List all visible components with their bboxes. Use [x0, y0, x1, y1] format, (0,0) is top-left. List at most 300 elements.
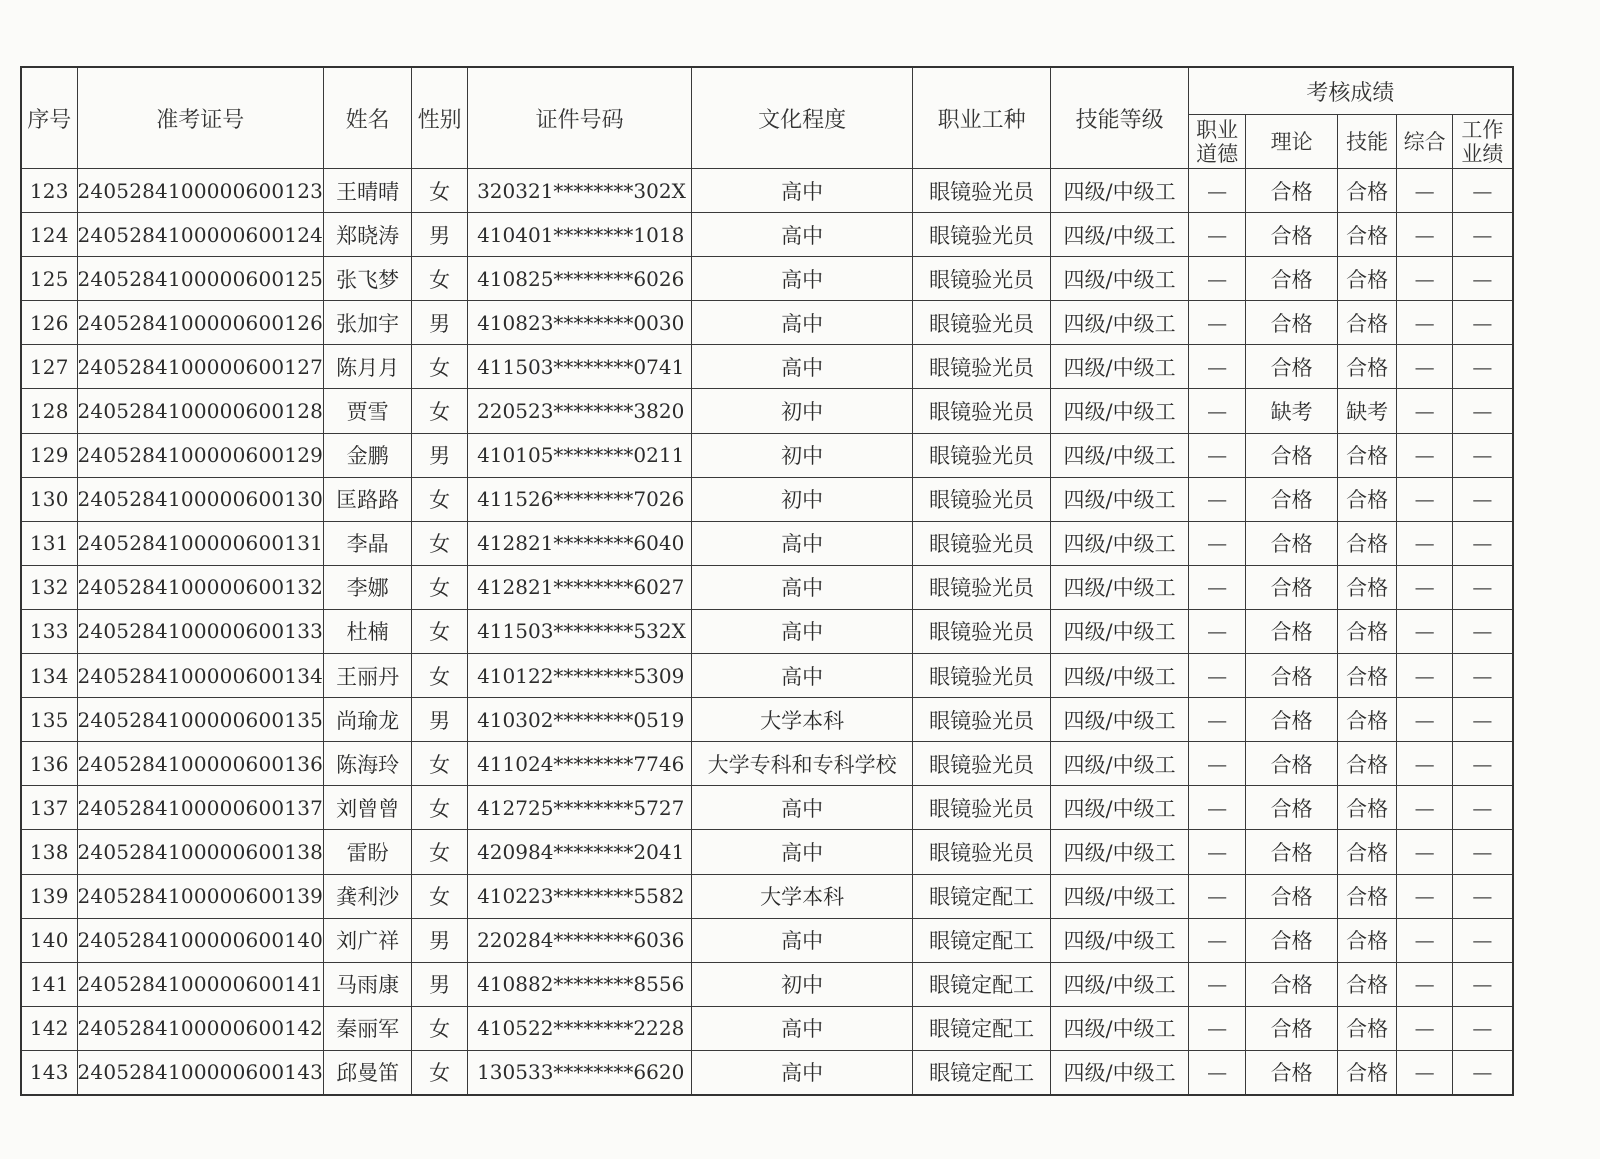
- cell-ethics: —: [1189, 654, 1246, 698]
- cell-gender: 女: [412, 830, 468, 874]
- header-seq: 序号: [21, 67, 77, 169]
- cell-work: —: [1453, 433, 1513, 477]
- cell-id-no: 411503********0741: [468, 345, 692, 389]
- cell-skill: 合格: [1338, 742, 1397, 786]
- cell-exam-no: 2405284100000600123: [77, 169, 324, 213]
- cell-seq: 130: [21, 477, 77, 521]
- cell-ethics: —: [1189, 742, 1246, 786]
- cell-comprehensive: —: [1397, 1050, 1453, 1095]
- cell-gender: 女: [412, 389, 468, 433]
- cell-exam-no: 2405284100000600124: [77, 213, 324, 257]
- header-comprehensive: 综合: [1397, 115, 1453, 169]
- cell-skill-level: 四级/中级工: [1051, 301, 1189, 345]
- cell-ethics: —: [1189, 962, 1246, 1006]
- cell-skill: 合格: [1338, 213, 1397, 257]
- table-row: [21, 918, 1513, 962]
- cell-ethics: —: [1189, 345, 1246, 389]
- cell-theory: 合格: [1246, 874, 1338, 918]
- cell-ethics: —: [1189, 1050, 1246, 1095]
- cell-name: 张加宇: [324, 301, 412, 345]
- cell-education: 高中: [692, 918, 913, 962]
- cell-occupation: 眼镜验光员: [913, 345, 1051, 389]
- cell-gender: 女: [412, 1050, 468, 1095]
- cell-work: —: [1453, 654, 1513, 698]
- cell-skill-level: 四级/中级工: [1051, 565, 1189, 609]
- cell-id-no: 410223********5582: [468, 874, 692, 918]
- cell-skill: 合格: [1338, 301, 1397, 345]
- cell-gender: 女: [412, 654, 468, 698]
- cell-occupation: 眼镜定配工: [913, 962, 1051, 1006]
- cell-skill: 合格: [1338, 1050, 1397, 1095]
- table-row: [21, 830, 1513, 874]
- cell-skill: 合格: [1338, 345, 1397, 389]
- cell-work: —: [1453, 477, 1513, 521]
- cell-skill-level: 四级/中级工: [1051, 786, 1189, 830]
- cell-education: 高中: [692, 1006, 913, 1050]
- cell-exam-no: 2405284100000600137: [77, 786, 324, 830]
- cell-skill: 合格: [1338, 654, 1397, 698]
- cell-work: —: [1453, 565, 1513, 609]
- table-row: [21, 698, 1513, 742]
- cell-exam-no: 2405284100000600141: [77, 962, 324, 1006]
- table-header: [21, 67, 1513, 169]
- cell-ethics: —: [1189, 565, 1246, 609]
- cell-id-no: 411526********7026: [468, 477, 692, 521]
- cell-seq: 142: [21, 1006, 77, 1050]
- cell-seq: 133: [21, 609, 77, 653]
- header-theory: 理论: [1246, 115, 1338, 169]
- table-row: [21, 654, 1513, 698]
- cell-gender: 女: [412, 609, 468, 653]
- cell-skill: 合格: [1338, 874, 1397, 918]
- cell-skill-level: 四级/中级工: [1051, 654, 1189, 698]
- cell-skill-level: 四级/中级工: [1051, 477, 1189, 521]
- cell-comprehensive: —: [1397, 169, 1453, 213]
- cell-ethics: —: [1189, 918, 1246, 962]
- table-row: [21, 742, 1513, 786]
- cell-work: —: [1453, 1006, 1513, 1050]
- cell-comprehensive: —: [1397, 654, 1453, 698]
- cell-seq: 139: [21, 874, 77, 918]
- cell-work: —: [1453, 521, 1513, 565]
- cell-ethics: —: [1189, 389, 1246, 433]
- cell-comprehensive: —: [1397, 698, 1453, 742]
- cell-skill: 合格: [1338, 830, 1397, 874]
- cell-exam-no: 2405284100000600129: [77, 433, 324, 477]
- cell-skill-level: 四级/中级工: [1051, 962, 1189, 1006]
- cell-exam-no: 2405284100000600140: [77, 918, 324, 962]
- cell-name: 匡路路: [324, 477, 412, 521]
- cell-education: 大学本科: [692, 874, 913, 918]
- cell-ethics: —: [1189, 477, 1246, 521]
- cell-theory: 合格: [1246, 609, 1338, 653]
- cell-name: 金鹏: [324, 433, 412, 477]
- cell-comprehensive: —: [1397, 257, 1453, 301]
- cell-name: 杜楠: [324, 609, 412, 653]
- cell-skill: 合格: [1338, 918, 1397, 962]
- cell-name: 龚利沙: [324, 874, 412, 918]
- cell-id-no: 410882********8556: [468, 962, 692, 1006]
- cell-seq: 129: [21, 433, 77, 477]
- cell-theory: 合格: [1246, 962, 1338, 1006]
- cell-occupation: 眼镜验光员: [913, 433, 1051, 477]
- cell-name: 郑晓涛: [324, 213, 412, 257]
- cell-education: 初中: [692, 477, 913, 521]
- cell-comprehensive: —: [1397, 918, 1453, 962]
- cell-education: 高中: [692, 654, 913, 698]
- cell-name: 马雨康: [324, 962, 412, 1006]
- cell-occupation: 眼镜验光员: [913, 389, 1051, 433]
- table-row: [21, 301, 1513, 345]
- header-occupation: 职业工种: [913, 67, 1051, 169]
- cell-name: 雷盼: [324, 830, 412, 874]
- cell-gender: 女: [412, 874, 468, 918]
- cell-ethics: —: [1189, 433, 1246, 477]
- header-gender: 性别: [412, 67, 468, 169]
- cell-occupation: 眼镜定配工: [913, 1006, 1051, 1050]
- cell-gender: 男: [412, 698, 468, 742]
- cell-skill: 合格: [1338, 698, 1397, 742]
- cell-skill-level: 四级/中级工: [1051, 213, 1189, 257]
- cell-comprehensive: —: [1397, 830, 1453, 874]
- cell-ethics: —: [1189, 609, 1246, 653]
- cell-gender: 男: [412, 918, 468, 962]
- cell-theory: 合格: [1246, 742, 1338, 786]
- cell-occupation: 眼镜验光员: [913, 830, 1051, 874]
- cell-exam-no: 2405284100000600143: [77, 1050, 324, 1095]
- cell-skill-level: 四级/中级工: [1051, 874, 1189, 918]
- cell-gender: 男: [412, 962, 468, 1006]
- cell-skill-level: 四级/中级工: [1051, 1006, 1189, 1050]
- cell-seq: 141: [21, 962, 77, 1006]
- cell-skill-level: 四级/中级工: [1051, 918, 1189, 962]
- cell-skill: 合格: [1338, 786, 1397, 830]
- cell-skill-level: 四级/中级工: [1051, 389, 1189, 433]
- cell-exam-no: 2405284100000600127: [77, 345, 324, 389]
- cell-comprehensive: —: [1397, 477, 1453, 521]
- cell-theory: 合格: [1246, 257, 1338, 301]
- cell-name: 刘曾曾: [324, 786, 412, 830]
- cell-id-no: 411503********532X: [468, 609, 692, 653]
- cell-id-no: 412725********5727: [468, 786, 692, 830]
- cell-education: 初中: [692, 433, 913, 477]
- cell-seq: 135: [21, 698, 77, 742]
- cell-work: —: [1453, 609, 1513, 653]
- cell-name: 贾雪: [324, 389, 412, 433]
- cell-skill-level: 四级/中级工: [1051, 345, 1189, 389]
- cell-seq: 131: [21, 521, 77, 565]
- cell-name: 张飞梦: [324, 257, 412, 301]
- cell-seq: 140: [21, 918, 77, 962]
- cell-name: 尚瑜龙: [324, 698, 412, 742]
- cell-exam-no: 2405284100000600136: [77, 742, 324, 786]
- cell-id-no: 220523********3820: [468, 389, 692, 433]
- cell-education: 初中: [692, 389, 913, 433]
- table-row: [21, 257, 1513, 301]
- cell-theory: 合格: [1246, 565, 1338, 609]
- cell-seq: 124: [21, 213, 77, 257]
- cell-occupation: 眼镜验光员: [913, 654, 1051, 698]
- cell-name: 李娜: [324, 565, 412, 609]
- cell-exam-no: 2405284100000600132: [77, 565, 324, 609]
- cell-work: —: [1453, 301, 1513, 345]
- cell-ethics: —: [1189, 786, 1246, 830]
- cell-theory: 合格: [1246, 169, 1338, 213]
- cell-exam-no: 2405284100000600125: [77, 257, 324, 301]
- cell-theory: 合格: [1246, 654, 1338, 698]
- cell-comprehensive: —: [1397, 521, 1453, 565]
- cell-occupation: 眼镜验光员: [913, 301, 1051, 345]
- cell-skill-level: 四级/中级工: [1051, 698, 1189, 742]
- cell-ethics: —: [1189, 257, 1246, 301]
- cell-seq: 137: [21, 786, 77, 830]
- cell-name: 王晴晴: [324, 169, 412, 213]
- cell-theory: 合格: [1246, 1006, 1338, 1050]
- results-table: [20, 66, 1514, 1096]
- header-exam-no: 准考证号: [77, 67, 324, 169]
- cell-occupation: 眼镜定配工: [913, 1050, 1051, 1095]
- header-education: 文化程度: [692, 67, 913, 169]
- cell-id-no: 320321********302X: [468, 169, 692, 213]
- cell-occupation: 眼镜定配工: [913, 874, 1051, 918]
- table-row: [21, 477, 1513, 521]
- cell-education: 高中: [692, 521, 913, 565]
- cell-work: —: [1453, 169, 1513, 213]
- cell-gender: 女: [412, 565, 468, 609]
- cell-skill: 合格: [1338, 1006, 1397, 1050]
- cell-skill-level: 四级/中级工: [1051, 1050, 1189, 1095]
- cell-gender: 女: [412, 477, 468, 521]
- cell-theory: 合格: [1246, 477, 1338, 521]
- cell-skill: 合格: [1338, 565, 1397, 609]
- cell-occupation: 眼镜定配工: [913, 918, 1051, 962]
- cell-id-no: 130533********6620: [468, 1050, 692, 1095]
- header-skill-level: 技能等级: [1051, 67, 1189, 169]
- cell-comprehensive: —: [1397, 345, 1453, 389]
- cell-theory: 缺考: [1246, 389, 1338, 433]
- cell-id-no: 410401********1018: [468, 213, 692, 257]
- cell-id-no: 410302********0519: [468, 698, 692, 742]
- cell-seq: 127: [21, 345, 77, 389]
- cell-ethics: —: [1189, 301, 1246, 345]
- cell-id-no: 220284********6036: [468, 918, 692, 962]
- table-row: [21, 609, 1513, 653]
- cell-education: 高中: [692, 257, 913, 301]
- cell-education: 大学本科: [692, 698, 913, 742]
- header-ethics: 职业道德: [1189, 115, 1246, 169]
- cell-seq: 126: [21, 301, 77, 345]
- cell-id-no: 410105********0211: [468, 433, 692, 477]
- cell-seq: 123: [21, 169, 77, 213]
- cell-education: 高中: [692, 786, 913, 830]
- cell-ethics: —: [1189, 169, 1246, 213]
- cell-ethics: —: [1189, 1006, 1246, 1050]
- cell-occupation: 眼镜验光员: [913, 169, 1051, 213]
- cell-comprehensive: —: [1397, 1006, 1453, 1050]
- cell-comprehensive: —: [1397, 213, 1453, 257]
- cell-comprehensive: —: [1397, 433, 1453, 477]
- cell-work: —: [1453, 698, 1513, 742]
- cell-education: 初中: [692, 962, 913, 1006]
- cell-exam-no: 2405284100000600138: [77, 830, 324, 874]
- cell-comprehensive: —: [1397, 609, 1453, 653]
- cell-seq: 125: [21, 257, 77, 301]
- cell-education: 高中: [692, 1050, 913, 1095]
- cell-education: 高中: [692, 169, 913, 213]
- cell-theory: 合格: [1246, 301, 1338, 345]
- cell-comprehensive: —: [1397, 874, 1453, 918]
- cell-comprehensive: —: [1397, 962, 1453, 1006]
- cell-name: 刘广祥: [324, 918, 412, 962]
- cell-occupation: 眼镜验光员: [913, 521, 1051, 565]
- cell-skill: 合格: [1338, 609, 1397, 653]
- table-row: [21, 345, 1513, 389]
- cell-work: —: [1453, 257, 1513, 301]
- cell-education: 高中: [692, 830, 913, 874]
- cell-education: 高中: [692, 609, 913, 653]
- cell-exam-no: 2405284100000600128: [77, 389, 324, 433]
- cell-work: —: [1453, 213, 1513, 257]
- cell-name: 陈海玲: [324, 742, 412, 786]
- cell-gender: 男: [412, 433, 468, 477]
- cell-ethics: —: [1189, 830, 1246, 874]
- cell-id-no: 412821********6040: [468, 521, 692, 565]
- cell-work: —: [1453, 742, 1513, 786]
- cell-gender: 女: [412, 521, 468, 565]
- cell-education: 高中: [692, 213, 913, 257]
- cell-work: —: [1453, 786, 1513, 830]
- cell-theory: 合格: [1246, 786, 1338, 830]
- cell-skill: 缺考: [1338, 389, 1397, 433]
- cell-skill: 合格: [1338, 433, 1397, 477]
- cell-theory: 合格: [1246, 213, 1338, 257]
- cell-exam-no: 2405284100000600142: [77, 1006, 324, 1050]
- cell-education: 高中: [692, 345, 913, 389]
- cell-id-no: 411024********7746: [468, 742, 692, 786]
- cell-theory: 合格: [1246, 830, 1338, 874]
- cell-education: 高中: [692, 565, 913, 609]
- header-id-no: 证件号码: [468, 67, 692, 169]
- cell-gender: 女: [412, 742, 468, 786]
- cell-gender: 男: [412, 213, 468, 257]
- cell-exam-no: 2405284100000600130: [77, 477, 324, 521]
- cell-work: —: [1453, 345, 1513, 389]
- cell-theory: 合格: [1246, 1050, 1338, 1095]
- table-row: [21, 169, 1513, 213]
- cell-theory: 合格: [1246, 521, 1338, 565]
- cell-skill: 合格: [1338, 477, 1397, 521]
- cell-work: —: [1453, 830, 1513, 874]
- cell-id-no: 410122********5309: [468, 654, 692, 698]
- cell-seq: 134: [21, 654, 77, 698]
- table-row: [21, 786, 1513, 830]
- table-row: [21, 1050, 1513, 1095]
- cell-work: —: [1453, 962, 1513, 1006]
- cell-gender: 女: [412, 1006, 468, 1050]
- cell-work: —: [1453, 389, 1513, 433]
- cell-name: 秦丽军: [324, 1006, 412, 1050]
- table-row: [21, 521, 1513, 565]
- cell-id-no: 410522********2228: [468, 1006, 692, 1050]
- table-row: [21, 433, 1513, 477]
- header-scores: 考核成绩: [1189, 67, 1513, 115]
- table-row: [21, 962, 1513, 1006]
- cell-comprehensive: —: [1397, 301, 1453, 345]
- cell-gender: 女: [412, 257, 468, 301]
- cell-ethics: —: [1189, 874, 1246, 918]
- cell-work: —: [1453, 918, 1513, 962]
- cell-skill-level: 四级/中级工: [1051, 521, 1189, 565]
- cell-id-no: 420984********2041: [468, 830, 692, 874]
- cell-name: 陈月月: [324, 345, 412, 389]
- cell-gender: 女: [412, 786, 468, 830]
- table-row: [21, 1006, 1513, 1050]
- cell-id-no: 410823********0030: [468, 301, 692, 345]
- cell-ethics: —: [1189, 521, 1246, 565]
- cell-skill-level: 四级/中级工: [1051, 169, 1189, 213]
- cell-name: 邱曼笛: [324, 1050, 412, 1095]
- table-row: [21, 213, 1513, 257]
- cell-id-no: 412821********6027: [468, 565, 692, 609]
- cell-exam-no: 2405284100000600133: [77, 609, 324, 653]
- cell-seq: 136: [21, 742, 77, 786]
- cell-exam-no: 2405284100000600126: [77, 301, 324, 345]
- cell-gender: 女: [412, 169, 468, 213]
- cell-occupation: 眼镜验光员: [913, 213, 1051, 257]
- cell-comprehensive: —: [1397, 742, 1453, 786]
- table-row: [21, 874, 1513, 918]
- cell-seq: 143: [21, 1050, 77, 1095]
- cell-comprehensive: —: [1397, 389, 1453, 433]
- cell-exam-no: 2405284100000600135: [77, 698, 324, 742]
- cell-occupation: 眼镜验光员: [913, 698, 1051, 742]
- cell-skill: 合格: [1338, 257, 1397, 301]
- cell-theory: 合格: [1246, 345, 1338, 389]
- table-body: [21, 169, 1513, 1095]
- cell-occupation: 眼镜验光员: [913, 786, 1051, 830]
- cell-skill: 合格: [1338, 962, 1397, 1006]
- cell-skill: 合格: [1338, 521, 1397, 565]
- cell-comprehensive: —: [1397, 565, 1453, 609]
- cell-occupation: 眼镜验光员: [913, 742, 1051, 786]
- cell-work: —: [1453, 1050, 1513, 1095]
- cell-skill-level: 四级/中级工: [1051, 257, 1189, 301]
- cell-skill-level: 四级/中级工: [1051, 609, 1189, 653]
- cell-id-no: 410825********6026: [468, 257, 692, 301]
- cell-education: 大学专科和专科学校: [692, 742, 913, 786]
- cell-occupation: 眼镜验光员: [913, 477, 1051, 521]
- cell-ethics: —: [1189, 213, 1246, 257]
- table-row: [21, 565, 1513, 609]
- cell-gender: 男: [412, 301, 468, 345]
- cell-ethics: —: [1189, 698, 1246, 742]
- table-row: [21, 389, 1513, 433]
- cell-theory: 合格: [1246, 698, 1338, 742]
- cell-theory: 合格: [1246, 433, 1338, 477]
- cell-theory: 合格: [1246, 918, 1338, 962]
- cell-exam-no: 2405284100000600134: [77, 654, 324, 698]
- header-work: 工作业绩: [1453, 115, 1513, 169]
- cell-name: 李晶: [324, 521, 412, 565]
- cell-comprehensive: —: [1397, 786, 1453, 830]
- cell-skill-level: 四级/中级工: [1051, 830, 1189, 874]
- cell-seq: 132: [21, 565, 77, 609]
- cell-gender: 女: [412, 345, 468, 389]
- cell-seq: 128: [21, 389, 77, 433]
- cell-occupation: 眼镜验光员: [913, 257, 1051, 301]
- cell-seq: 138: [21, 830, 77, 874]
- cell-work: —: [1453, 874, 1513, 918]
